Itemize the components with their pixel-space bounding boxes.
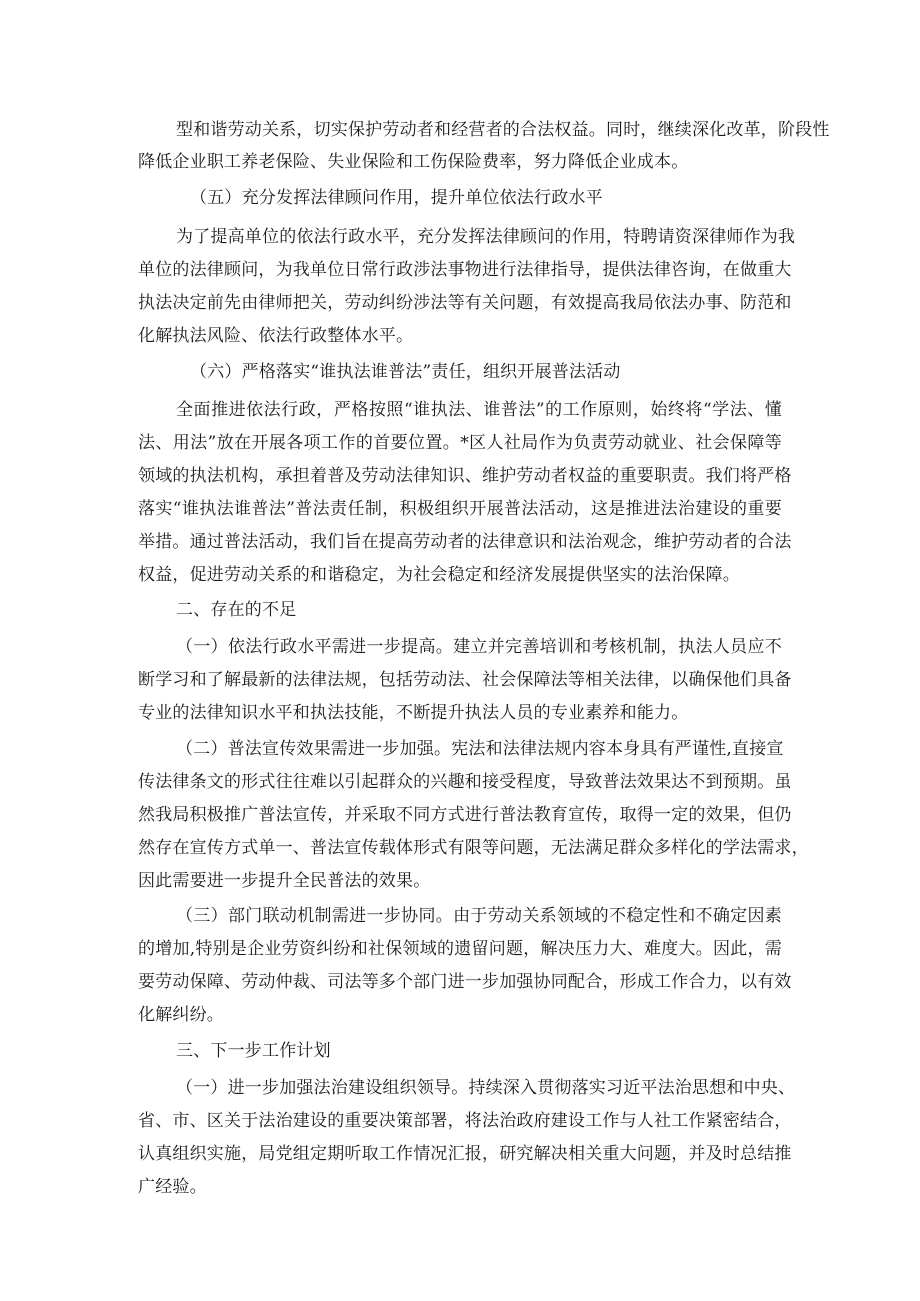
text-line: 认真组织实施，局党组定期听取工作情况汇报，研究解决相关重大问题，并及时总结推 xyxy=(138,1144,792,1164)
text-line: 降低企业职工养老保险、失业保险和工伤保险费率，努力降低企业成本。 xyxy=(138,152,689,172)
text-line: （一）依法行政水平需进一步提高。建立并完善培训和考核机制，执法人员应不 xyxy=(176,637,782,657)
text-line: 落实“谁执法谁普法”普法责任制，积极组织开展普法活动，这是推进法治建设的重要 xyxy=(138,499,782,519)
text-line: 化解执法风险、依法行政整体水平。 xyxy=(138,326,414,346)
text-line: 然我局积极推广普法宣传，并采取不同方式进行普法教育宣传，取得一定的效果，但仍 xyxy=(138,805,792,825)
text-line: 化解纠纷。 xyxy=(138,1005,224,1025)
text-line: 广经验。 xyxy=(138,1177,207,1197)
text-line: 领域的执法机构，承担着普及劳动法律知识、维护劳动者权益的重要职责。我们将严格 xyxy=(138,466,792,486)
text-line: 因此需要进一步提升全民普法的效果。 xyxy=(138,871,431,891)
text-line: 二、存在的不足 xyxy=(176,600,297,620)
text-line: （二）普法宣传效果需进一步加强。宪法和法律法规内容本身具有严谨性,直接宣 xyxy=(176,739,784,759)
text-line: 要劳动保障、劳动仲裁、司法等多个部门进一步加强协同配合，形成工作合力，以有效 xyxy=(138,972,792,992)
text-line: （六）严格落实“谁执法谁普法”责任，组织开展普法活动 xyxy=(190,362,621,382)
text-line: 单位的法律顾问，为我单位日常行政涉法事物进行法律指导，提供法律咨询，在做重大 xyxy=(138,260,792,280)
text-line: 法、用法”放在开展各项工作的首要位置。*区人社局作为负责劳动就业、社会保障等 xyxy=(138,433,782,453)
text-line: 然存在宣传方式单一、普法宣传载体形式有限等问题，无法满足群众多样化的学法需求， xyxy=(138,838,809,858)
text-line: 断学习和了解最新的法律法规，包括劳动法、社会保障法等相关法律，以确保他们具备 xyxy=(138,670,792,690)
text-line: 权益，促进劳动关系的和谐稳定，为社会稳定和经济发展提供坚实的法治保障。 xyxy=(138,565,740,585)
text-line: 省、市、区关于法治建设的重要决策部署，将法治政府建设工作与人社工作紧密结合， xyxy=(138,1111,792,1131)
text-line: （三）部门联动机制需进一步协同。由于劳动关系领域的不稳定性和不确定因素 xyxy=(176,906,782,926)
text-line: 型和谐劳动关系，切实保护劳动者和经营者的合法权益。同时，继续深化改革，阶段性 xyxy=(176,120,830,140)
text-line: 的增加,特别是企业劳资纠纷和社保领域的遗留问题，解决压力大、难度大。因此，需 xyxy=(138,939,782,959)
text-line: 举措。通过普法活动，我们旨在提高劳动者的法律意识和法治观念，维护劳动者的合法 xyxy=(138,532,792,552)
text-line: 为了提高单位的依法行政水平，充分发挥法律顾问的作用，特聘请资深律师作为我 xyxy=(176,227,796,247)
text-line: （五）充分发挥法律顾问作用，提升单位依法行政水平 xyxy=(190,188,603,208)
text-line: 传法律条文的形式往往难以引起群众的兴趣和接受程度，导致普法效果达不到预期。虽 xyxy=(138,772,792,792)
text-line: 执法决定前先由律师把关，劳动纠纷涉法等有关问题，有效提高我局依法办事、防范和 xyxy=(138,293,792,313)
text-line: 三、下一步工作计划 xyxy=(176,1041,331,1061)
text-line: （一）进一步加强法治建设组织领导。持续深入贯彻落实习近平法治思想和中央、 xyxy=(176,1078,796,1098)
text-line: 全面推进依法行政，严格按照“谁执法、谁普法”的工作原则，始终将“学法、懂 xyxy=(176,400,782,420)
text-line: 专业的法律知识水平和执法技能，不断提升执法人员的专业素养和能力。 xyxy=(138,703,689,723)
